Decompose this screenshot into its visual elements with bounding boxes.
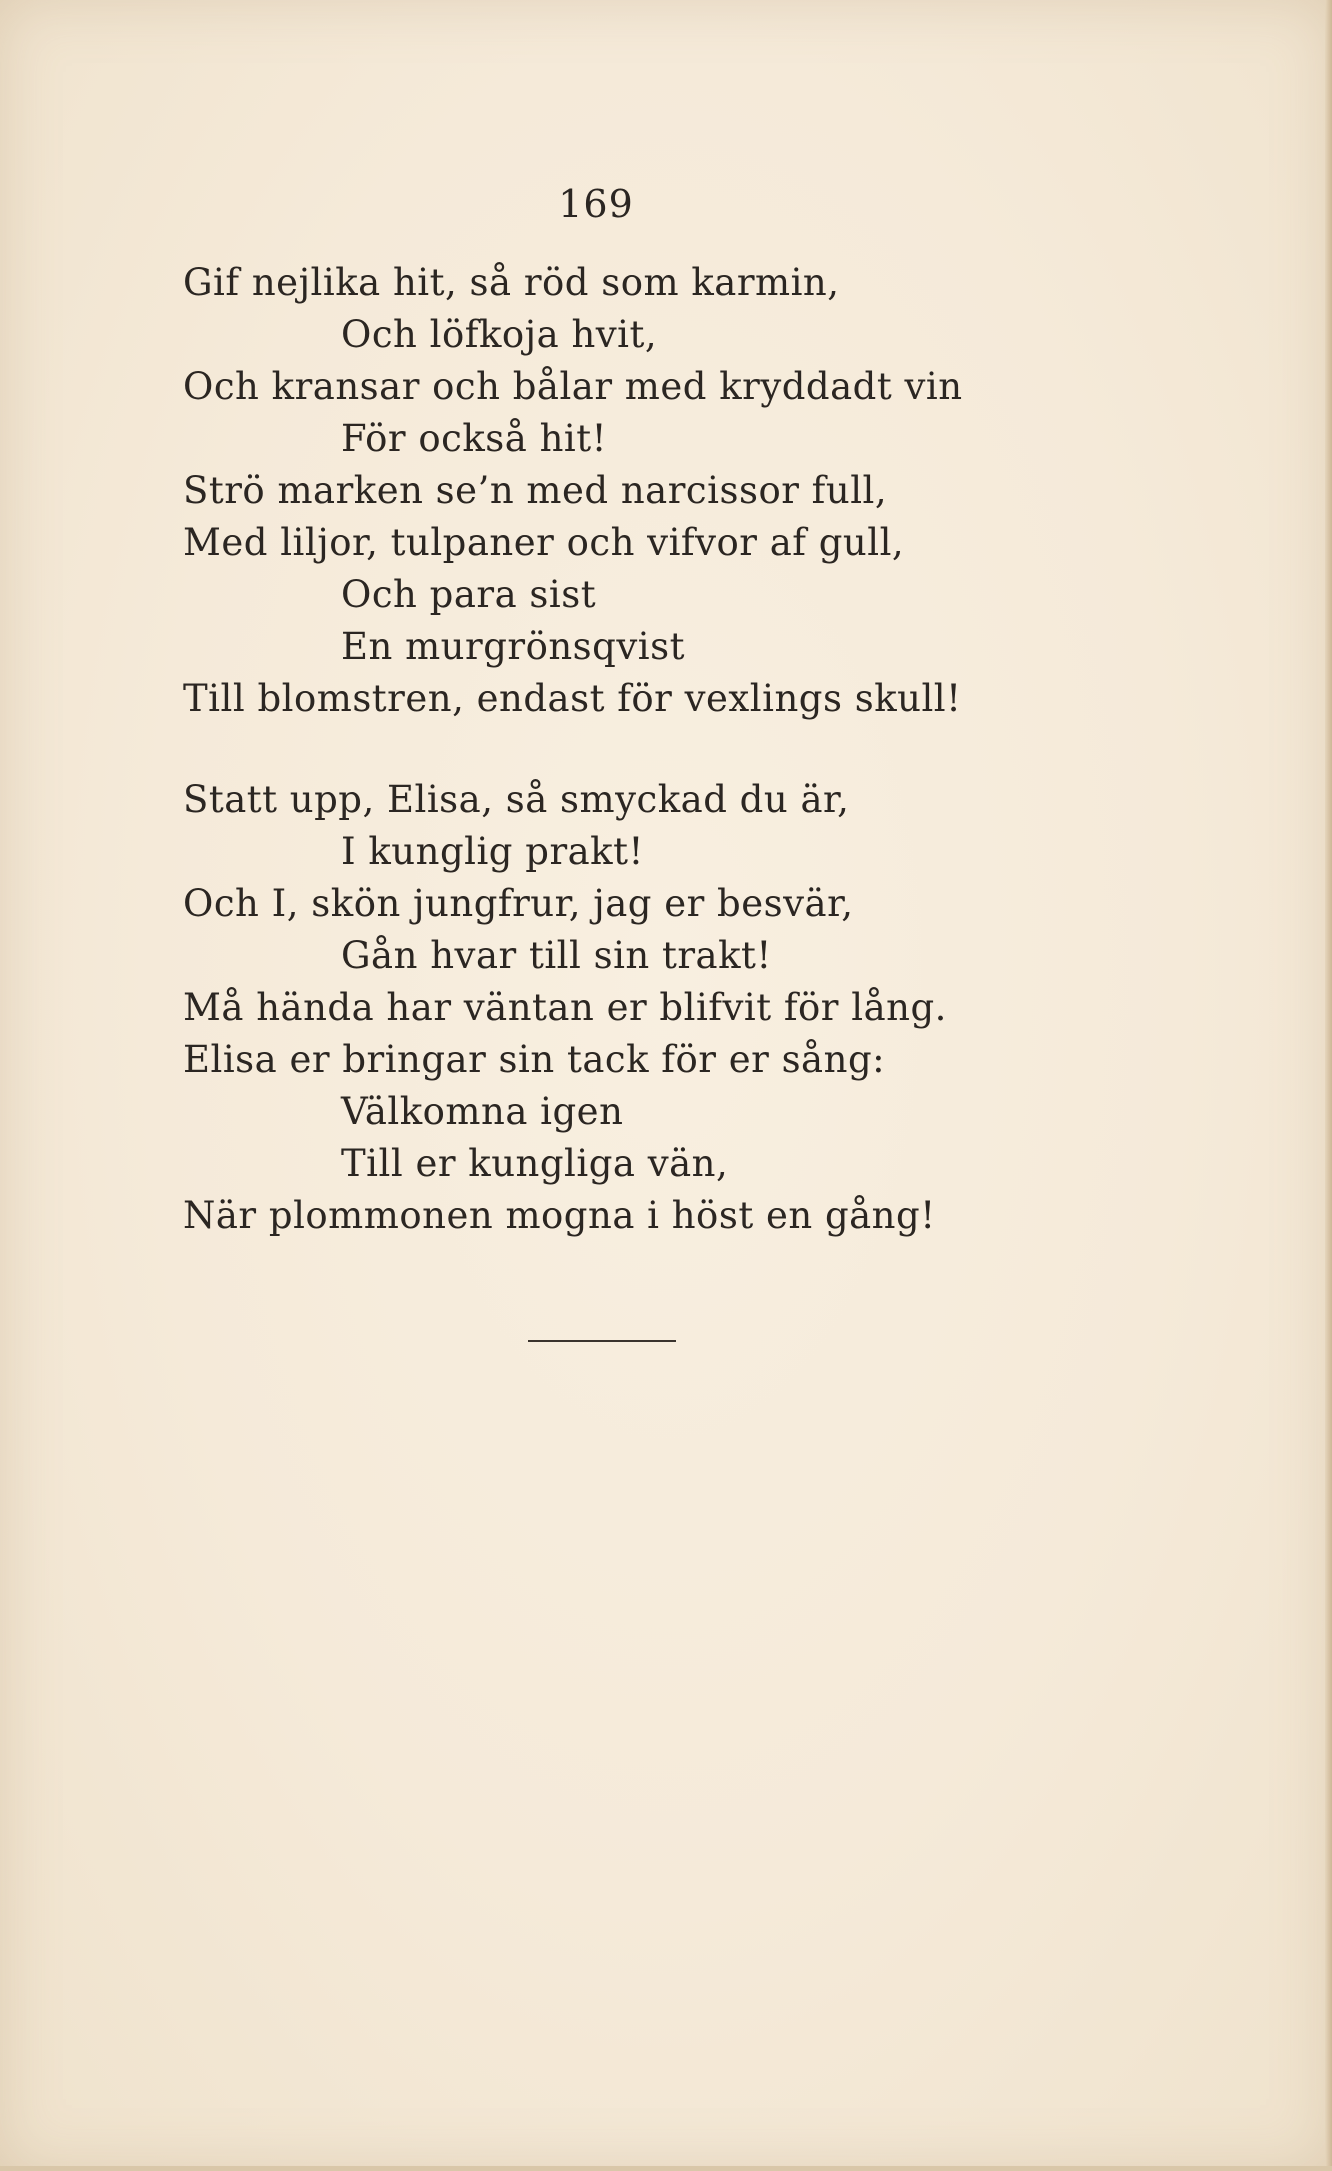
poem-line: Och I, skön jungfrur, jag er besvär, <box>183 882 854 925</box>
poem-line: Och para sist <box>341 573 597 616</box>
poem-line: Elisa er bringar sin tack för er sång: <box>183 1038 886 1081</box>
poem-line: Må hända har väntan er blifvit för lång. <box>183 986 947 1029</box>
poem-line: En murgrönsqvist <box>341 625 685 668</box>
page-edge-bottom <box>0 2166 1332 2171</box>
poem-line: För också hit! <box>341 417 607 460</box>
closing-rule <box>528 1340 676 1342</box>
page-edge-right <box>1325 0 1332 2171</box>
poem-line: Gif nejlika hit, så röd som karmin, <box>183 261 840 304</box>
poem-line: Och kransar och bålar med kryddadt vin <box>183 365 963 408</box>
poem-line: Strö marken se’n med narcissor full, <box>183 469 888 512</box>
poem-line: Statt upp, Elisa, så smyckad du är, <box>183 778 850 821</box>
poem-line: Till blomstren, endast för vexlings skull! <box>183 677 962 720</box>
poem-line: Gån hvar till sin trakt! <box>341 934 772 977</box>
poem-line: Och löfkoja hvit, <box>341 313 658 356</box>
poem-line: Till er kungliga vän, <box>341 1142 729 1185</box>
poem-line: I kunglig prakt! <box>341 830 644 873</box>
poem-line: Välkomna igen <box>341 1090 624 1133</box>
poem-line: När plommonen mogna i höst en gång! <box>183 1194 936 1237</box>
page-number: 169 <box>558 182 634 226</box>
poem-line: Med liljor, tulpaner och vifvor af gull, <box>183 521 905 564</box>
